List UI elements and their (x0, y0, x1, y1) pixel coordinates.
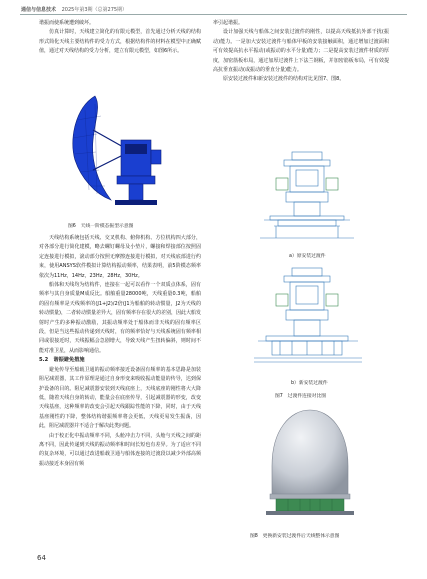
left-text-ship: 船体和天线均为结构件，连接在一起可以看作一个双质点体系，固有频率与其自身质量M成反比。船舶重量28000吨，天线重量0.3吨，船舶的固有频率是天线频率的(J1+J2)/2倍(J1为船舶的转动惯量，J2为天线的转动惯量)，二者转动惯量差异大，固有频率存在很大的差别，因此大船发射时产生的多种振动激励，其振动频率处于船体而非天线的固有频率区段，但是当这些振动传递到天线时，有的频率恰好与天线系统固有频率相同或很接近时，天线振幅会急剧增大，导致天线产生扭转偏斜，则时间不能对准卫星，从而影响通信。 (39, 282, 201, 354)
left-text-last: 由于校正化中振动频率不同，头舱冲击力不同，头舱与天线之间的距离不同，因此传递到天线的振动频率和时间长短也有差异。为了适应不同的复杂环境，可以通过改进船载卫通与船体连接的过渡段以减少外部高频振动接近本身固有频 (39, 432, 201, 467)
right-column (213, 19, 389, 85)
right-text-design: 设计加强天线与船体之间安装过渡件的刚性，以提高天线抵抗外部干扰(振动)能力。一是加大安装过渡件与船体甲板的安装接触面积，通过增加过渡面积可有效提高抗水平振动(或振动的水平分量)能力；二是提高安装过渡件材质的厚度，加密筋板布局，通过加厚过渡件上下法兰钢板，并加密筋板布局，可有效提高抗垂直振动(或振动的垂直分量)能力。 (213, 29, 389, 74)
journal-issue: 2025年第3期（总第275期） (61, 7, 128, 13)
journal-header (21, 6, 127, 13)
journal-name: 通信与信息技术 (21, 7, 57, 13)
figure8-caption: 图8 更换新安装过渡件后天线整体示意图 (250, 534, 340, 539)
figure7-caption: 图7 过渡件连接对比图 (275, 394, 327, 399)
left-text-intro: 谐振而使系统遭到破坏。 (39, 20, 95, 26)
left-text-model: 仿真计算时，天线建立简化的有限元模型，首先通过分析天线的结构形式简化天线主要结构件的受力方式，根据结构件的材料在模型中正确赋值，通过对天线结构的受力分析，建立有限元模型，如图6所示。 (39, 29, 201, 55)
header-rule (20, 14, 407, 15)
figure7a-caption: a）原安装过渡件 (289, 254, 326, 259)
page-number: 64 (37, 554, 46, 562)
figure6-antenna-model (55, 90, 195, 218)
radome-shell (272, 410, 348, 496)
left-text-structure: 天线结构系统包括天线、交叉机构、俯仰机构、方位机构四大部分，对各部分进行简化建模，略去螺钉螺母及小垫片，螺接和焊接部位按照固定连接进行模拟，滚动部分按照无摩擦连接进行模拟，对天线底部进行约束，使用ANSYS软件模拟计算结构振动频率，结果表明，前5阶模态频率依次为11Hz，14Hz，23Hz，28Hz，30Hz。 (39, 235, 201, 279)
figure7b-caption: b）新安装过渡件 (291, 381, 328, 386)
section-heading-5-2: 5.2 谐振避免措施 (39, 357, 85, 364)
left-column (39, 19, 201, 57)
dish-reflector (73, 96, 111, 200)
left-text-avoid: 避免传导至船载卫通的振动频率接近设备固有频率的基本思路是加装阻尼减震器，其工作原理是通过自身形变来吸收振动能量的传导，达到保护设备的目的。阻尼减震器安装到天线底座上，天线底座的刚性将大大降低，随着天线自身的转动，能量会在底座传导，引起减震器的形变，改变天线基座，这种频率的改变会引起天线跟踪性能的下降，同时，由于天线基座刚性的下降，整体结构谐振频率将会更低，天线更易发生振荡，因此，阻尼减震器并不适合于解决此类问题。 (39, 366, 201, 430)
figure8-radome-assembly (250, 404, 370, 526)
figure7b-new-transition-drawing (240, 266, 380, 376)
right-text-intro: 率引起谐振。 (213, 20, 244, 26)
left-column-lower (39, 234, 201, 469)
figure6-caption: 图6 天线一阶模态振型示意图 (68, 224, 134, 229)
right-text-compare: 原安装过渡件和新安装过渡件的结构对比见图7、图8。 (223, 76, 345, 83)
figure7a-original-transition-drawing (240, 148, 380, 248)
